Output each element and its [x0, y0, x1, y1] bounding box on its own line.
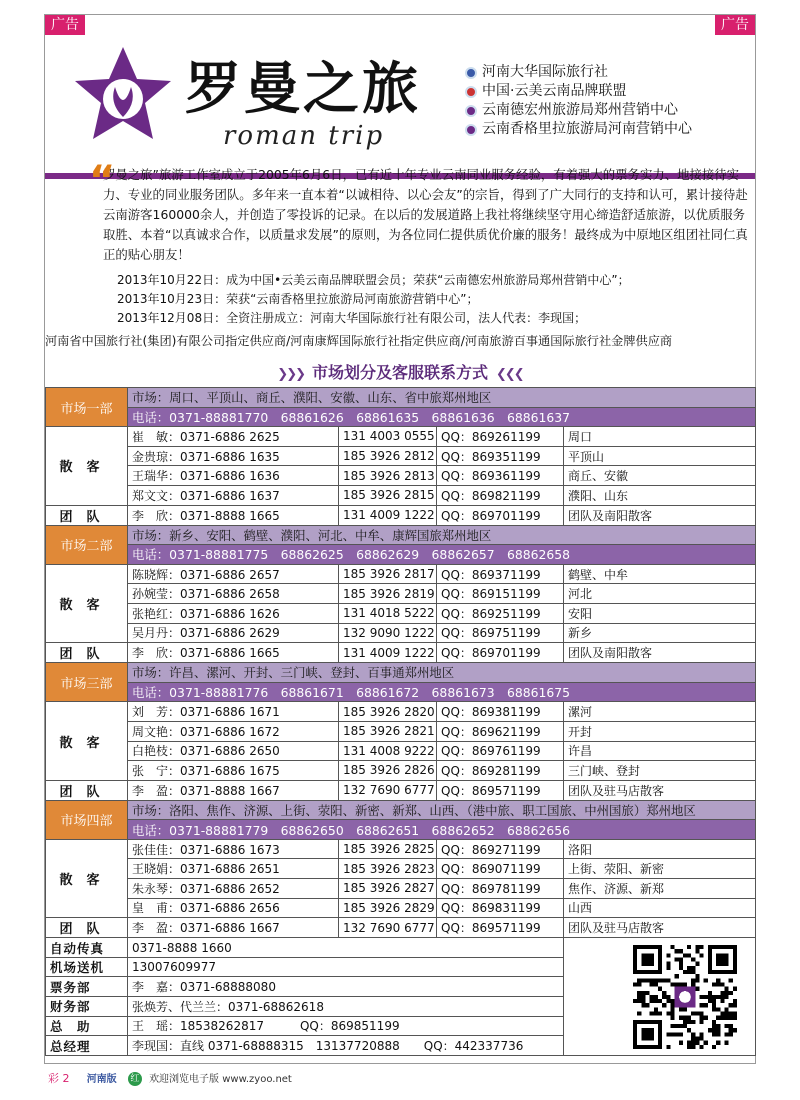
- badge-icon: [465, 67, 477, 79]
- table-cell: 185 3926 2812: [339, 446, 437, 466]
- table-cell: QQ：869751199: [437, 623, 564, 643]
- table-cell: QQ：869271199: [437, 839, 564, 859]
- table-cell: 洛阳: [564, 839, 756, 859]
- table-cell: 周文艳：0371-6886 1672: [128, 721, 339, 741]
- table-row: [46, 761, 756, 781]
- table-cell: 白艳枝：0371-6886 2650: [128, 741, 339, 761]
- category-label: 团队: [46, 643, 128, 663]
- table-cell: 185 3926 2817: [339, 564, 437, 584]
- market-area-row: [46, 388, 756, 408]
- qr-code-icon: [633, 945, 737, 1049]
- market-area: 市场：新乡、安阳、鹤壁、濮阳、河北、中牟、康辉国旅郑州地区: [128, 525, 756, 545]
- table-cell: 平顶山: [564, 446, 756, 466]
- market-phone-row: [46, 545, 756, 565]
- table-cell: 金贵琼：0371-6886 1635: [128, 446, 339, 466]
- market-area: 市场：许昌、漯河、开封、三门峡、登封、百事通郑州地区: [128, 663, 756, 683]
- table-cell: QQ：869701199: [437, 643, 564, 663]
- table-cell: 吴月丹：0371-6886 2629: [128, 623, 339, 643]
- badge-icon: [465, 86, 477, 98]
- team-row: [46, 780, 756, 800]
- association-list: [465, 63, 692, 139]
- contact-label: 自动传真: [46, 938, 128, 958]
- table-row: [46, 564, 756, 584]
- market-label: 市场三部: [46, 663, 128, 702]
- table-cell: 孙婉莹：0371-6886 2658: [128, 584, 339, 604]
- header: [45, 37, 755, 157]
- table-cell: 132 9090 1222: [339, 623, 437, 643]
- market-area: 市场：洛阳、焦作、济源、上街、荥阳、新密、新郑、山西、（港中旅、职工国旅、中州国旅）郑州地区: [128, 800, 756, 820]
- table-row: [46, 721, 756, 741]
- category-label: 团队: [46, 780, 128, 800]
- table-cell: 185 3926 2827: [339, 879, 437, 899]
- table-cell: 185 3926 2813: [339, 466, 437, 486]
- table-cell: 三门峡、登封: [564, 761, 756, 781]
- table-cell: QQ：869781199: [437, 879, 564, 899]
- table-cell: QQ：869701199: [437, 505, 564, 525]
- table-row: [46, 898, 756, 918]
- table-cell: 李 盈：0371-8888 1667: [128, 780, 339, 800]
- table-cell: QQ：869371199: [437, 564, 564, 584]
- table-row: [46, 485, 756, 505]
- table-cell: 崔 敏：0371-6886 2625: [128, 427, 339, 447]
- table-cell: 王瑞华：0371-6886 1636: [128, 466, 339, 486]
- table-cell: 安阳: [564, 603, 756, 623]
- table-cell: 185 3926 2821: [339, 721, 437, 741]
- table-cell: 陈晓辉：0371-6886 2657: [128, 564, 339, 584]
- category-label: 散客: [46, 702, 128, 780]
- association-item: 云南德宏州旅游局郑州营销中心: [465, 101, 692, 120]
- history-line: 2013年10月22日：成为中国•云美云南品牌联盟会员；荣获“云南德宏州旅游局郑州营销中心”；: [117, 273, 630, 287]
- market-label: 市场二部: [46, 525, 128, 564]
- table-cell: 团队及南阳散客: [564, 643, 756, 663]
- contact-label: 总经理: [46, 1036, 128, 1056]
- table-cell: 周口: [564, 427, 756, 447]
- supplier-line: 河南省中国旅行社(集团)有限公司指定供应商/河南康辉国际旅行社指定供应商/河南旅游百事通国际旅行社金牌供应商: [45, 334, 673, 348]
- table-cell: 132 7690 6777: [339, 918, 437, 938]
- market-phone-row: [46, 682, 756, 702]
- table-cell: 刘 芳：0371-6886 1671: [128, 702, 339, 722]
- table-cell: 张艳红：0371-6886 1626: [128, 603, 339, 623]
- market-phone-row: [46, 820, 756, 840]
- table-cell: 185 3926 2819: [339, 584, 437, 604]
- table-cell: 郑文文：0371-6886 1637: [128, 485, 339, 505]
- table-cell: 鹤壁、中牟: [564, 564, 756, 584]
- table-cell: 185 3926 2825: [339, 839, 437, 859]
- association-item: 云南香格里拉旅游局河南营销中心: [465, 120, 692, 139]
- table-cell: QQ：869571199: [437, 918, 564, 938]
- market-phones: 电话：0371-88881779 68862650 68862651 68862652 68862656: [128, 820, 756, 840]
- table-cell: 李 欣：0371-6886 1665: [128, 643, 339, 663]
- ad-label-right: 广告: [715, 15, 755, 35]
- table-cell: QQ：869571199: [437, 780, 564, 800]
- contact-value: 张焕芳、代兰兰：0371-68862618: [128, 997, 564, 1017]
- market-area-row: [46, 525, 756, 545]
- star-logo-icon: [71, 43, 175, 143]
- quote-icon: “: [89, 158, 116, 204]
- table-cell: 185 3926 2815: [339, 485, 437, 505]
- association-item: 中国·云美云南品牌联盟: [465, 82, 692, 101]
- table-row: [46, 446, 756, 466]
- table-cell: QQ：869261199: [437, 427, 564, 447]
- page-number: 彩 2: [48, 1072, 70, 1085]
- table-cell: QQ：869071199: [437, 859, 564, 879]
- category-label: 散客: [46, 564, 128, 642]
- table-row: [46, 427, 756, 447]
- association-item: 河南大华国际旅行社: [465, 63, 692, 82]
- table-cell: 山西: [564, 898, 756, 918]
- contact-value: 李 嘉：0371-68888080: [128, 977, 564, 997]
- category-label: 散客: [46, 427, 128, 505]
- badge-icon: 红: [128, 1072, 142, 1086]
- table-cell: 李 盈：0371-6886 1667: [128, 918, 339, 938]
- team-row: [46, 505, 756, 525]
- table-cell: 王晓娟：0371-6886 2651: [128, 859, 339, 879]
- contact-label: 财务部: [46, 997, 128, 1017]
- ad-label-left: 广告: [45, 15, 85, 35]
- table-cell: 濮阳、山东: [564, 485, 756, 505]
- arrow-right-icon: ❯❯❯: [277, 367, 304, 382]
- brand-name: 罗曼之旅: [185, 56, 421, 122]
- table-row: [46, 859, 756, 879]
- table-cell: 团队及驻马店散客: [564, 780, 756, 800]
- table-cell: QQ：869351199: [437, 446, 564, 466]
- brand-name-en: roman trip: [223, 121, 385, 151]
- market-area-row: [46, 800, 756, 820]
- section-title: ❯❯❯ 市场划分及客服联系方式 ❮❮❮: [277, 363, 523, 382]
- contact-value: 0371-8888 1660: [128, 938, 564, 958]
- table-row: [46, 466, 756, 486]
- advert-page: [44, 14, 756, 1064]
- arrow-left-icon: ❮❮❮: [496, 367, 523, 382]
- table-cell: QQ：869821199: [437, 485, 564, 505]
- table-cell: 开封: [564, 721, 756, 741]
- team-row: [46, 643, 756, 663]
- table-cell: 131 4003 0555: [339, 427, 437, 447]
- table-cell: QQ：869381199: [437, 702, 564, 722]
- table-row: [46, 603, 756, 623]
- contact-label: 票务部: [46, 977, 128, 997]
- table-row: [46, 741, 756, 761]
- market-area-row: [46, 663, 756, 683]
- team-row: [46, 918, 756, 938]
- market-phone-row: [46, 407, 756, 427]
- contact-value: 13007609977: [128, 957, 564, 977]
- badge-icon: [465, 105, 477, 117]
- table-cell: 131 4008 9222: [339, 741, 437, 761]
- market-phones: 电话：0371-88881775 68862625 68862629 68862657 68862658: [128, 545, 756, 565]
- market-label: 市场四部: [46, 800, 128, 839]
- table-cell: 焦作、济源、新郑: [564, 879, 756, 899]
- footer: [48, 1070, 292, 1086]
- category-label: 团队: [46, 505, 128, 525]
- table-cell: 许昌: [564, 741, 756, 761]
- contact-value: 王 瑶：18538262817 QQ：869851199: [128, 1016, 564, 1036]
- history-line: 2013年12月08日：全资注册成立：河南大华国际旅行社有限公司，法人代表：李现国；: [117, 311, 587, 325]
- table-cell: 皇 甫：0371-6886 2656: [128, 898, 339, 918]
- table-cell: 新乡: [564, 623, 756, 643]
- table-cell: QQ：869621199: [437, 721, 564, 741]
- table-cell: QQ：869761199: [437, 741, 564, 761]
- table-cell: QQ：869281199: [437, 761, 564, 781]
- category-label: 散客: [46, 839, 128, 917]
- table-cell: 张佳佳：0371-6886 1673: [128, 839, 339, 859]
- table-cell: 李 欣：0371-8888 1665: [128, 505, 339, 525]
- table-cell: 131 4018 5222: [339, 603, 437, 623]
- market-area: 市场：周口、平顶山、商丘、濮阳、安徽、山东、省中旅郑州地区: [128, 388, 756, 408]
- contact-label: 机场送机: [46, 957, 128, 977]
- table-cell: 朱永琴：0371-6886 2652: [128, 879, 339, 899]
- edition-label: 河南版: [86, 1074, 117, 1085]
- table-cell: QQ：869831199: [437, 898, 564, 918]
- table-cell: QQ：869151199: [437, 584, 564, 604]
- table-cell: 132 7690 6777: [339, 780, 437, 800]
- market-phones: 电话：0371-88881770 68861626 68861635 68861636 68861637: [128, 407, 756, 427]
- table-cell: 185 3926 2829: [339, 898, 437, 918]
- contact-label: 总 助: [46, 1016, 128, 1036]
- table-cell: 漯河: [564, 702, 756, 722]
- table-cell: QQ：869361199: [437, 466, 564, 486]
- contact-value: 李现国：直线 0371-68888315 13137720888 QQ：442337736: [128, 1036, 564, 1056]
- table-cell: 团队及南阳散客: [564, 505, 756, 525]
- footer-text: 欢迎浏览电子版 www.zyoo.net: [149, 1074, 292, 1085]
- table-cell: 131 4009 1222: [339, 643, 437, 663]
- market-phones: 电话：0371-88881776 68861671 68861672 68861673 68861675: [128, 682, 756, 702]
- table-row: [46, 879, 756, 899]
- table-row: [46, 839, 756, 859]
- intro-text: “ 罗曼之旅”旅游工作室成立于2005年6月6日，已有近十年专业云南同业服务经验，有着强大的票务实力、地接接待实力、专业的同业服务团队。多年来一直本着“以诚相待、以心会友”的宗旨，得到了广大同行的支持和认可，累计接待赴云南游客160000余人，并创造了零投诉的记录。在以后的发展道路上我社将继续坚守用心缔造舒适旅游，以优质服务取胜、本着“以真诚求合作，以质量求发展”的原则，为各位同仁提供质优价廉的服务！最终成为中原地区组团社同仁真正的贴心朋友！: [89, 158, 748, 262]
- table-cell: QQ：869251199: [437, 603, 564, 623]
- table-row: [46, 623, 756, 643]
- table-cell: 185 3926 2826: [339, 761, 437, 781]
- category-label: 团队: [46, 918, 128, 938]
- table-row: [46, 584, 756, 604]
- table-cell: 张 宁：0371-6886 1675: [128, 761, 339, 781]
- table-cell: 185 3926 2820: [339, 702, 437, 722]
- market-label: 市场一部: [46, 388, 128, 427]
- history-line: 2013年10月23日：荣获“云南香格里拉旅游局河南旅游营销中心”；: [117, 292, 479, 306]
- table-cell: 上街、荥阳、新密: [564, 859, 756, 879]
- table-cell: 团队及驻马店散客: [564, 918, 756, 938]
- table-cell: 185 3926 2823: [339, 859, 437, 879]
- table-row: [46, 702, 756, 722]
- badge-icon: [465, 124, 477, 136]
- table-cell: 131 4009 1222: [339, 505, 437, 525]
- table-cell: 商丘、安徽: [564, 466, 756, 486]
- table-cell: 河北: [564, 584, 756, 604]
